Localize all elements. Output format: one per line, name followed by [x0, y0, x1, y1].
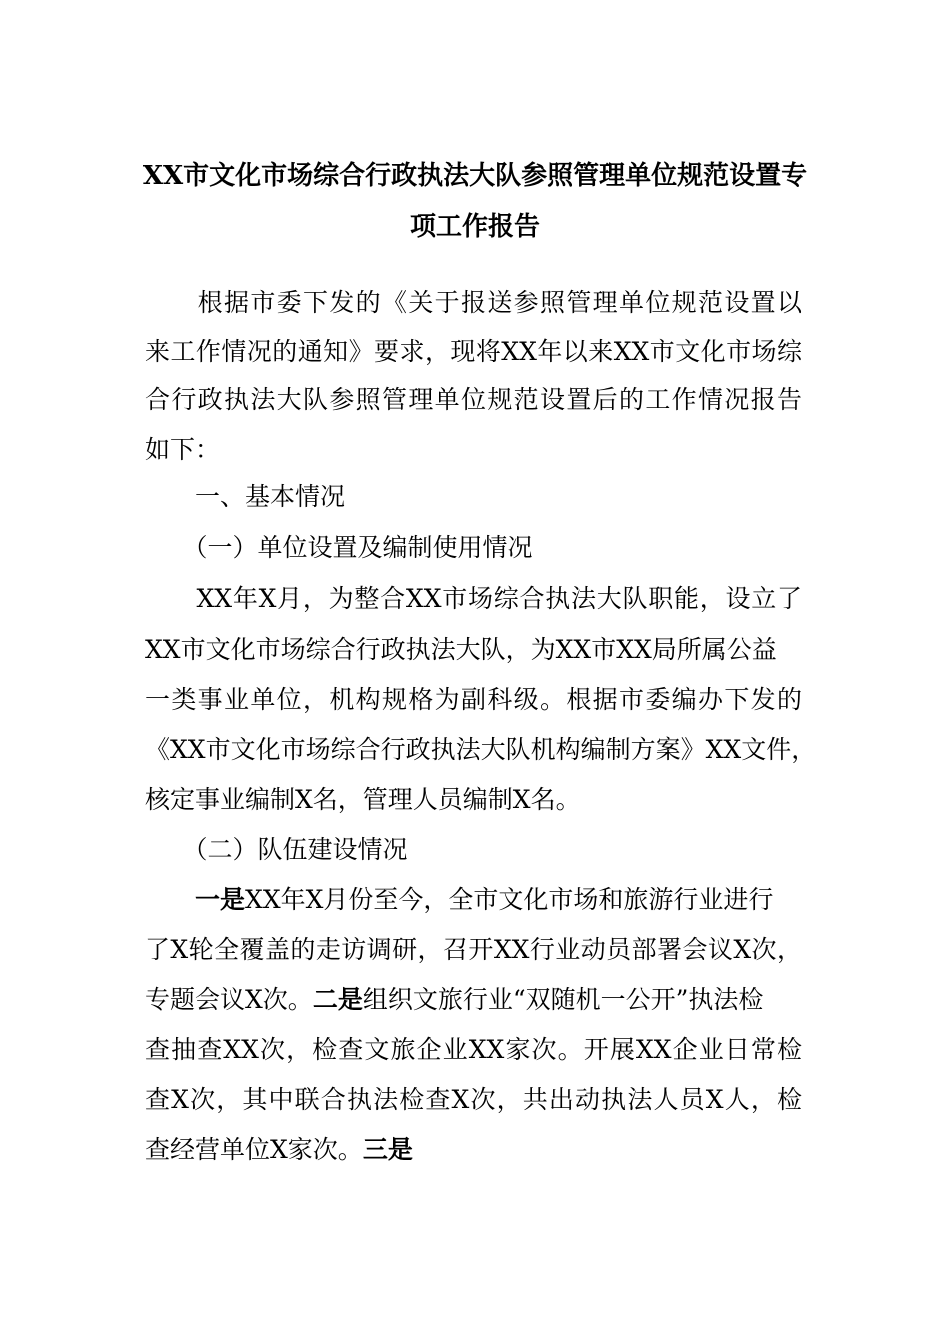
bold-label: 二是 [312, 985, 363, 1014]
text-span: 专题会议X次。 [145, 985, 313, 1014]
text-line [145, 985, 802, 1015]
text-line [145, 1135, 802, 1165]
text-line: 查抽查XX次，检查文旅企业XX家次。开展XX企业日常检 [145, 1035, 802, 1064]
subsection-heading: （一）单位设置及编制使用情况 [145, 533, 533, 562]
text-line: 合行政执法大队参照管理单位规范设置后的工作情况报告 [145, 385, 802, 414]
title-line-2: 项工作报告 [409, 212, 540, 242]
text-line: 根据市委下发的《关于报送参照管理单位规范设置以 [145, 288, 802, 317]
text-span: XX年X月份至今，全市文化市场和旅游行业进行 [245, 885, 774, 914]
section-heading: 一、基本情况 [145, 482, 346, 511]
text-line: 核定事业编制X名，管理人员编制X名。 [145, 785, 581, 814]
text-line: XX年X月，为整合XX市场综合执法大队职能，设立了 [145, 584, 802, 613]
text-line: 《XX市文化市场综合行政执法大队机构编制方案》XX文件， [145, 735, 817, 764]
text-span: 组织文旅行业“双随机一公开”执法检 [362, 985, 764, 1014]
text-line [145, 885, 802, 915]
text-line: XX市文化市场综合行政执法大队，为XX市XX局所属公益 [145, 635, 777, 664]
bold-label: 三是 [362, 1135, 413, 1164]
bold-label: 一是 [145, 885, 246, 914]
text-line: 来工作情况的通知》要求，现将XX年以来XX市文化市场综 [145, 337, 802, 366]
subsection-heading: （二）队伍建设情况 [145, 835, 408, 864]
text-line: 一类事业单位，机构规格为副科级。根据市委编办下发的 [145, 685, 802, 714]
text-line: 查X次，其中联合执法检查X次，共出动执法人员X人，检 [145, 1085, 802, 1114]
text-line: 了X轮全覆盖的走访调研，召开XX行业动员部署会议X次， [145, 935, 802, 964]
title-line-1: XX市文化市场综合行政执法大队参照管理单位规范设置专 [142, 161, 808, 191]
text-line: 如下： [145, 435, 221, 464]
text-span: 查经营单位X家次。 [145, 1135, 363, 1164]
